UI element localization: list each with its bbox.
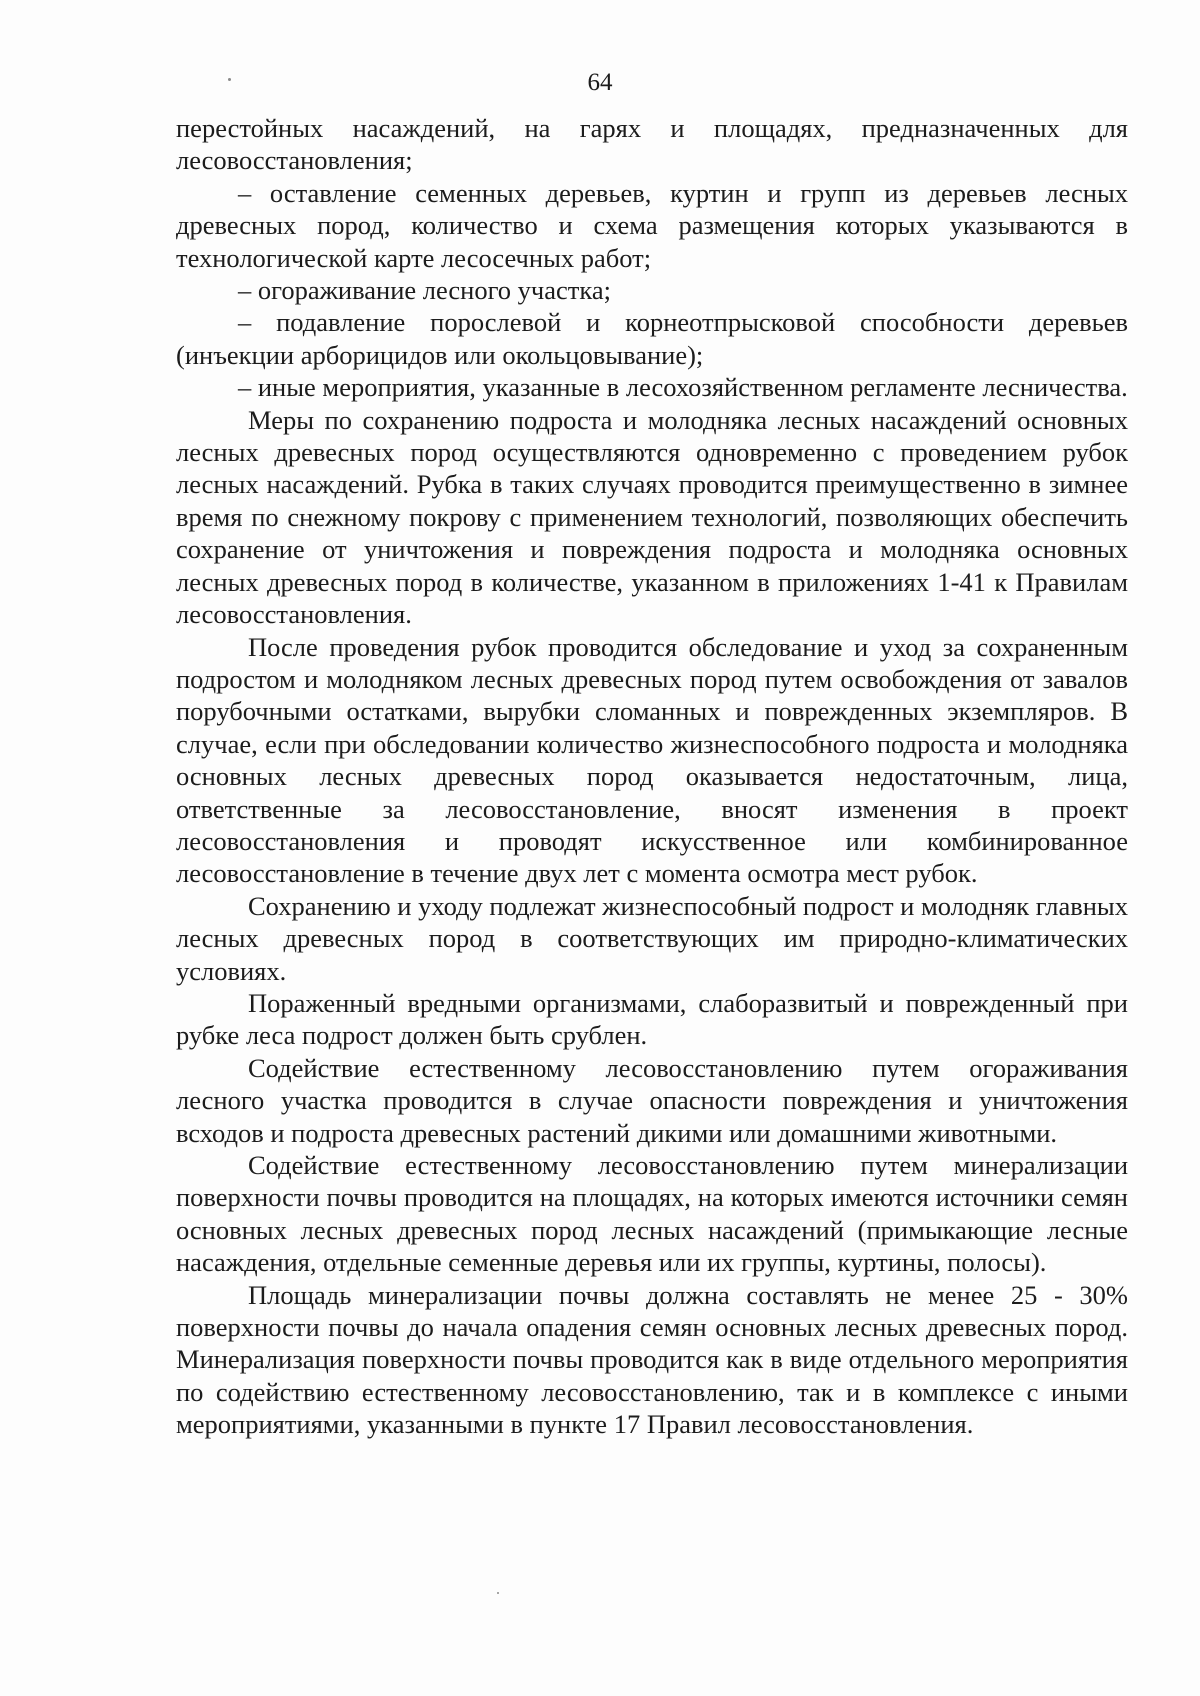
scan-artifact: [228, 78, 231, 81]
list-item-suppression: – подавление порослевой и корнеотпрысковой способности деревьев (инъекции арборицидов или окольцовывание);: [176, 307, 1128, 370]
paragraph-viable-undergrowth: Сохранению и уходу подлежат жизнеспособный подрост и молодняк главных лесных древесных пород в соответствующих им природно-климатических условиях.: [176, 890, 1128, 986]
scan-artifact: [497, 1592, 499, 1594]
list-item-other-measures: – иные мероприятия, указанные в лесохозяйственном регламенте лесничества.: [238, 372, 1128, 403]
paragraph-post-felling-care: После проведения рубок проводится обследование и уход за сохраненным подростом и молодняком лесных древесных пород путем освобождения от завалов порубочными остатками, вырубки сломанных и поврежденных экземпляров. В случае, если при обследовании количество жизнеспособного подроста и молодняка основных лесных древесных пород оказывается недостаточным, лица, ответственные за лесовосстановление, вносят изменения в проект лесовосстановления и проводят искусственное или комбинированное лесовосстановление в течение двух лет с момента осмотра мест рубок.: [176, 631, 1128, 889]
body-text: [176, 112, 1128, 1441]
list-item-fencing: – огораживание лесного участка;: [238, 275, 611, 306]
list-item-seed-trees: – оставление семенных деревьев, куртин и групп из деревьев лесных древесных пород, количество и схема размещения которых указываются в технологической карте лесосечных работ;: [176, 177, 1128, 273]
paragraph-damaged-undergrowth: Пораженный вредными организмами, слаборазвитый и поврежденный при рубке леса подрост должен быть срублен.: [176, 987, 1128, 1051]
paragraph-mineralization-area: Площадь минерализации почвы должна составлять не менее 25 - 30% поверхности почвы до начала опадения семян основных лесных древесных пород. Минерализация поверхности почвы проводится как в виде отдельного мероприятия по содействию естественному лесовосстановлению, так и в комплексе с иными мероприятиями, указанными в пункте 17 Правил лесовосстановления.: [176, 1279, 1128, 1440]
paragraph-undergrowth-preservation: Меры по сохранению подроста и молодняка лесных насаждений основных лесных древесных пород осуществляются одновременно с проведением рубок лесных насаждений. Рубка в таких случаях проводится преимущественно в зимнее время по снежному покрову с применением технологий, позволяющих обеспечить сохранение от уничтожения и повреждения подроста и молодняка основных лесных древесных пород в количестве, указанном в приложениях 1-41 к Правилам лесовосстановления.: [176, 404, 1128, 630]
paragraph-soil-mineralization: Содействие естественному лесовосстановлению путем минерализации поверхности почвы проводится на площадях, на которых имеются источники семян основных лесных древесных пород лесных насаждений (примыкающие лесные насаждения, отдельные семенные деревья или их группы, куртины, полосы).: [176, 1150, 1128, 1278]
paragraph-continuation: перестойных насаждений, на гарях и площадях, предназначенных для лесовосстановления;: [176, 113, 1128, 176]
page-number: 64: [587, 69, 613, 96]
paragraph-fencing-assistance: Содействие естественному лесовосстановлению путем огораживания лесного участка проводится в случае опасности повреждения и уничтожения всходов и подроста древесных растений дикими или домашними животными.: [176, 1052, 1128, 1148]
